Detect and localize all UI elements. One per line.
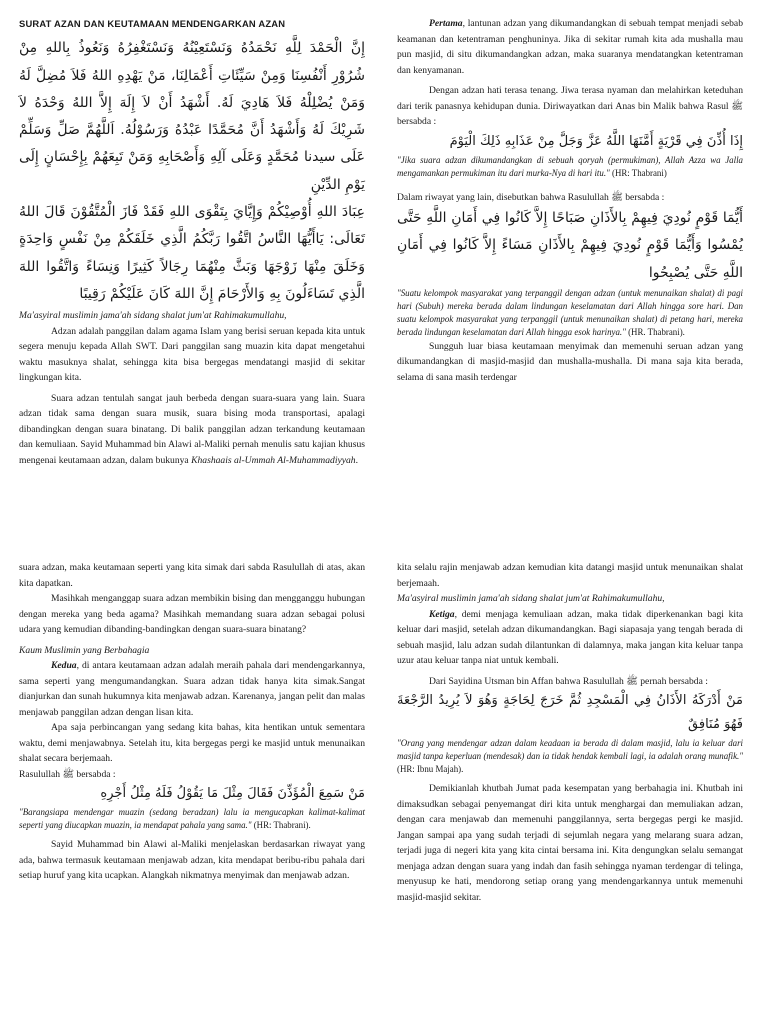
arabic-wasiat-taqwa: عِبَادَ اللهِ أُوْصِيْكُمْ وَإِيَّايَ بِتَقْوَى اللهِ فَقَدْ فَازَ الْمُتَّقُوْنَ قَالَ اللهُ تَعَالَى: يَاأَيُّهَا النَّاسُ اتَّقُوا رَبَّكُمُ الَّذِي خَلَقَكُمْ مِنْ نَفْسٍ وَاحِدَةٍ وَخَلَقَ مِنْهَا زَوْجَهَا وَبَثَّ مِنْهُمَا رِجَالاً كَثِيرًا وَنِسَاءً وَاتَّقُوا اللهَ الَّذِي تَسَاءَلُونَ بِهِ وَالأَرْحَامَ إِنَّ اللهَ كَانَ عَلَيْكُمْ رَقِيبًا	[19, 204, 365, 302]
hadith-translation	[397, 737, 743, 776]
hadith-source: (HR: Ibnu Majah).	[397, 764, 464, 775]
paragraph: Sungguh luar biasa keutamaan menyimak dan memenuhi seruan adzan yang dikumandangkan di masjid-masjid dan mushalla-mushalla. Di mana saja kita berada, selama di sana masih terdengar	[397, 340, 743, 383]
paragraph-text: Suara adzan tentulah sangat jauh berbeda dengan suara-suara yang lain. Suara adzan tidak sama dengan suara musik, suara bising moda transportasi, apalagi dibandingkan dengan suara binatang. Di balik panggilan adzan terkandung keutamaan dan kemuliaan. Sayid Muhammad bin Alawi al-Maliki pernah menulis satu kajian khusus mengenai keutamaan adzan, dalam bukunya	[19, 392, 365, 466]
hadith-translation	[397, 154, 743, 180]
document-title: SURAT AZAN DAN KEUTAMAAN MENDENGARKAN AZAN	[19, 18, 286, 29]
point-label: Ketiga	[429, 608, 455, 620]
hadith-source: (HR. Thabrani).	[625, 326, 685, 337]
paragraph: Demikianlah khutbah Jumat pada kesempatan yang berbahagia ini. Khutbah ini dimaksudkan sebagai penyemangat diri kita untuk menghargai dan memuliakan adzan, dengan cara menjawab dan memenuhi panggilannya, serta bergegas pergi ke masjid. Jangan sampai apa yang sudah terjadi di sejumlah negara yang melarang suara adzan, terjadi juga di negeri kita yang kita cintai bersama ini. Kita dengungkan selalu semangat menjaga adzan dengan suara yang indah dan fasih sehingga nyaman terdengar di telinga, menyusup ke hati, mendorong setiap orang yang mendengarkannya untuk memenuhi masjid-masjid sekitar.	[397, 783, 743, 903]
hadith-arabic: أَيُّمَا قَوْمٍ نُودِيَ فِيهِمْ بِالأَذَانِ صَبَاحًا إِلاَّ كَانُوا فِي أَمَانِ اللَّهِ حَتَّى يُمْسُوا وَأَيُّمَا قَوْمٍ نُودِيَ فِيهِمْ بِالأَذَانِ مَسَاءً إِلاَّ كَانُوا فِي أَمَانِ اللَّهِ حَتَّى يُصْبِحُوا	[397, 210, 743, 281]
hadith-source: (HR: Thabrani)	[609, 167, 667, 178]
right-bottom-column	[397, 560, 743, 905]
paragraph-pertama	[397, 16, 743, 78]
paragraph: Apa saja perbincangan yang sedang kita bahas, kita hentikan untuk sementara waktu, demi menjawabnya. Setelah itu, kita bergegas pergi ke masjid untuk menunaikan shalat secara berjemaah.	[19, 722, 365, 765]
hadith-arabic: مَنْ سَمِعَ الْمُؤَذِّنَ فَقَالَ مِثْلَ مَا يَقُوْلُ فَلَهُ مِثْلُ أَجْرِهِ	[100, 786, 365, 802]
paragraph-end: .	[355, 454, 359, 466]
book-title: Khashaais al-Ummah Al-Muhammadiyyah	[191, 454, 356, 466]
paragraph	[19, 391, 365, 469]
paragraph: Dengan adzan hati terasa tenang. Jiwa terasa nyaman dan melahirkan keteduhan dari terik panasnya kehidupan dunia. Diriwayatkan dari Anas bin Malik bahwa Rasul ﷺ bersabda :	[397, 85, 743, 128]
right-top-column	[397, 16, 743, 385]
paragraph: Masihkah menganggap suara adzan membikin bising dan mengganggu hubungan dengan mereka yang beda agama? Masihkah memandang suara adzan sebagai polusi udara yang kemudian dibanding-bandingkan dengan suara-suara binatang?	[19, 593, 365, 636]
hadith-translation	[19, 806, 365, 832]
paragraph-ketiga	[397, 607, 743, 669]
translation-text: "Jika suara adzan dikumandangkan di sebuah qoryah (permukiman), Allah Azza wa Jalla mengamankan permukiman itu dari murka-Nya di hari itu."	[397, 154, 743, 178]
hadith-source: (HR: Thabrani).	[251, 820, 311, 831]
translation-text: "Barangsiapa mendengar muazin (sedang beradzan) lalu ia mengucapkan kalimat-kalimat seperti yang diucapkan muazin, ia mendapat pahala yang sama."	[19, 807, 365, 831]
hadith-translation	[397, 287, 743, 339]
paragraph: Dari Sayidina Utsman bin Affan bahwa Rasulullah ﷺ pernah bersabda :	[429, 675, 708, 687]
hadith-arabic: إِذَا أُذِّنَ فِي قَرْيَةٍ أَمَّنَهَا اللَّهُ عَزَّ وَجَلَّ مِنْ عَذَابِهِ ذَلِكَ الْيَوْمَ	[449, 133, 743, 149]
paragraph-text: , lantunan adzan yang dikumandangkan di sebuah tempat menjadi sebab keamanan dan ketentraman penghuninya. Jika di sekitar rumah kita ada mushalla mau pun masjid, di situ dikumandangkan adzan, maka suaranya mendatangkan ketentraman dan kenyamanan.	[397, 18, 743, 76]
arabic-opening-khutbah: إِنَّ الْحَمْدَ لِلَّهِ نَحْمَدُهُ وَنَسْتَعِيْنُهُ وَنَسْتَغْفِرُهُ وَنَعُوذُ بِاللهِ مِنْ شُرُوْرِ أَنْفُسِنَا وَمِنْ سَيِّئَاتِ أَعْمَالِنَا، مَنْ يَهْدِهِ اللهُ فَلاَ مُضِلَّ لَهُ وَمَنْ يُضْلِلْهُ فَلاَ هَادِيَ لَهُ. أَشْهَدُ أَنْ لاَ إِلَهَ إِلاَّ اللهُ وَحْدَهُ لاَ شَرِيْكَ لَهُ وَأَشْهَدُ أَنَّ مُحَمَّدًا عَبْدُهُ وَرَسُوْلُهُ. اَللَّهُمَّ صَلِّ وَسَلِّمْ عَلَى سيدنا مُحَمَّدٍ وَعَلَى آلِهِ وَأَصْحَابِهِ وَمَنْ تَبِعَهُمْ بِإِحْسَانٍ إِلَى يَوْمِ الدِّيْنِ	[19, 40, 365, 193]
paragraph: Adzan adalah panggilan dalam agama Islam yang berisi seruan kepada kita untuk segera menuju kepada Allah SWT. Dari panggilan sang muazin kita dapat mengetahui waktu masuknya shalat, sehingga kita bisa bergegas mendatangi masjid di sekitar lingkungan kita.	[19, 325, 365, 384]
translation-text: "Suatu kelompok masyarakat yang terpanggil dengan adzan (untuk menunaikan shalat) di pagi hari (Subuh) mereka berada dalam lindungan keselamatan dari Allah hingga sore hari. Dan suatu kelompok masyarakat yang terpanggil (untuk menunaikan shalat) di petang hari, mereka berada lindungan keselamatan dari Allah hingga esok harinya."	[397, 288, 743, 337]
paragraph-text: , demi menjaga kemuliaan adzan, maka tidak diperkenankan bagi kita keluar dari masjid, setelah adzan dikumandangkan. Bagi siapasaja yang tengah berada di sebuah masjid, lalu adzan sudah dilantunkan di dalamnya, maka jangan kita keluar tanpa uzur atau keluar tanpa niat untuk kembali.	[397, 608, 743, 667]
paragraph: Sayid Muhammad bin Alawi al-Maliki menjelaskan berdasarkan riwayat yang ada, bahwa termasuk keutamaan menjawab adzan, kita mendapat beribu-ribu pahala dari setiap huruf yang kita ucapkan. Alangkah nikmatnya menyimak dan menjawab adzan.	[19, 839, 365, 882]
left-top-column	[19, 16, 365, 469]
point-label: Kedua	[51, 660, 77, 672]
paragraph-text: , di antara keutamaan adzan adalah meraih pahala dari mendengarkannya, sama seperti yang mengumandangkan. Suara adzan tidak hanya kita simak.Sangat dianjurkan dan sunah hukumnya kita menjawab adzan. Karenanya, jangan pelit dan malas menjawab panggilan adzan dengan lisan kita.	[19, 660, 365, 718]
paragraph-kedua	[19, 658, 365, 720]
left-bottom-column	[19, 560, 365, 884]
hadith-arabic: مَنْ أَدْرَكَهُ الأَذَانُ فِي الْمَسْجِدِ ثُمَّ خَرَجَ لِحَاجَةٍ وَهُوَ لاَ يُرِيدُ الرَّجْعَةَ فَهُوَ مُنَافِقٌ	[397, 693, 743, 733]
paragraph: suara adzan, maka keutamaan seperti yang kita simak dari sabda Rasulullah di atas, akan kita dapatkan.	[19, 562, 365, 589]
subheading: Kaum Muslimin yang Berbahagia	[19, 644, 150, 656]
paragraph: Rasulullah ﷺ bersabda :	[19, 768, 116, 780]
point-label: Pertama	[429, 18, 463, 29]
paragraph: Dalam riwayat yang lain, disebutkan bahwa Rasulullah ﷺ bersabda :	[397, 191, 665, 203]
paragraph: kita selalu rajin menjawab adzan kemudian kita datangi masjid untuk menunaikan shalat berjemaah.	[397, 562, 743, 589]
translation-text: "Orang yang mendengar adzan dalam keadaan ia berada di dalam masjid, lalu ia keluar dari masjid tanpa keperluan (mendesak) dan ia tidak hendak kembali lagi, ia adalah orang munafik."	[397, 738, 743, 762]
salutation: Ma'asyiral muslimin jama'ah sidang shalat jum'at Rahimakumullahu,	[397, 593, 665, 605]
salutation: Ma'asyiral muslimin jama'ah sidang shalat jum'at Rahimakumullahu,	[19, 310, 287, 322]
